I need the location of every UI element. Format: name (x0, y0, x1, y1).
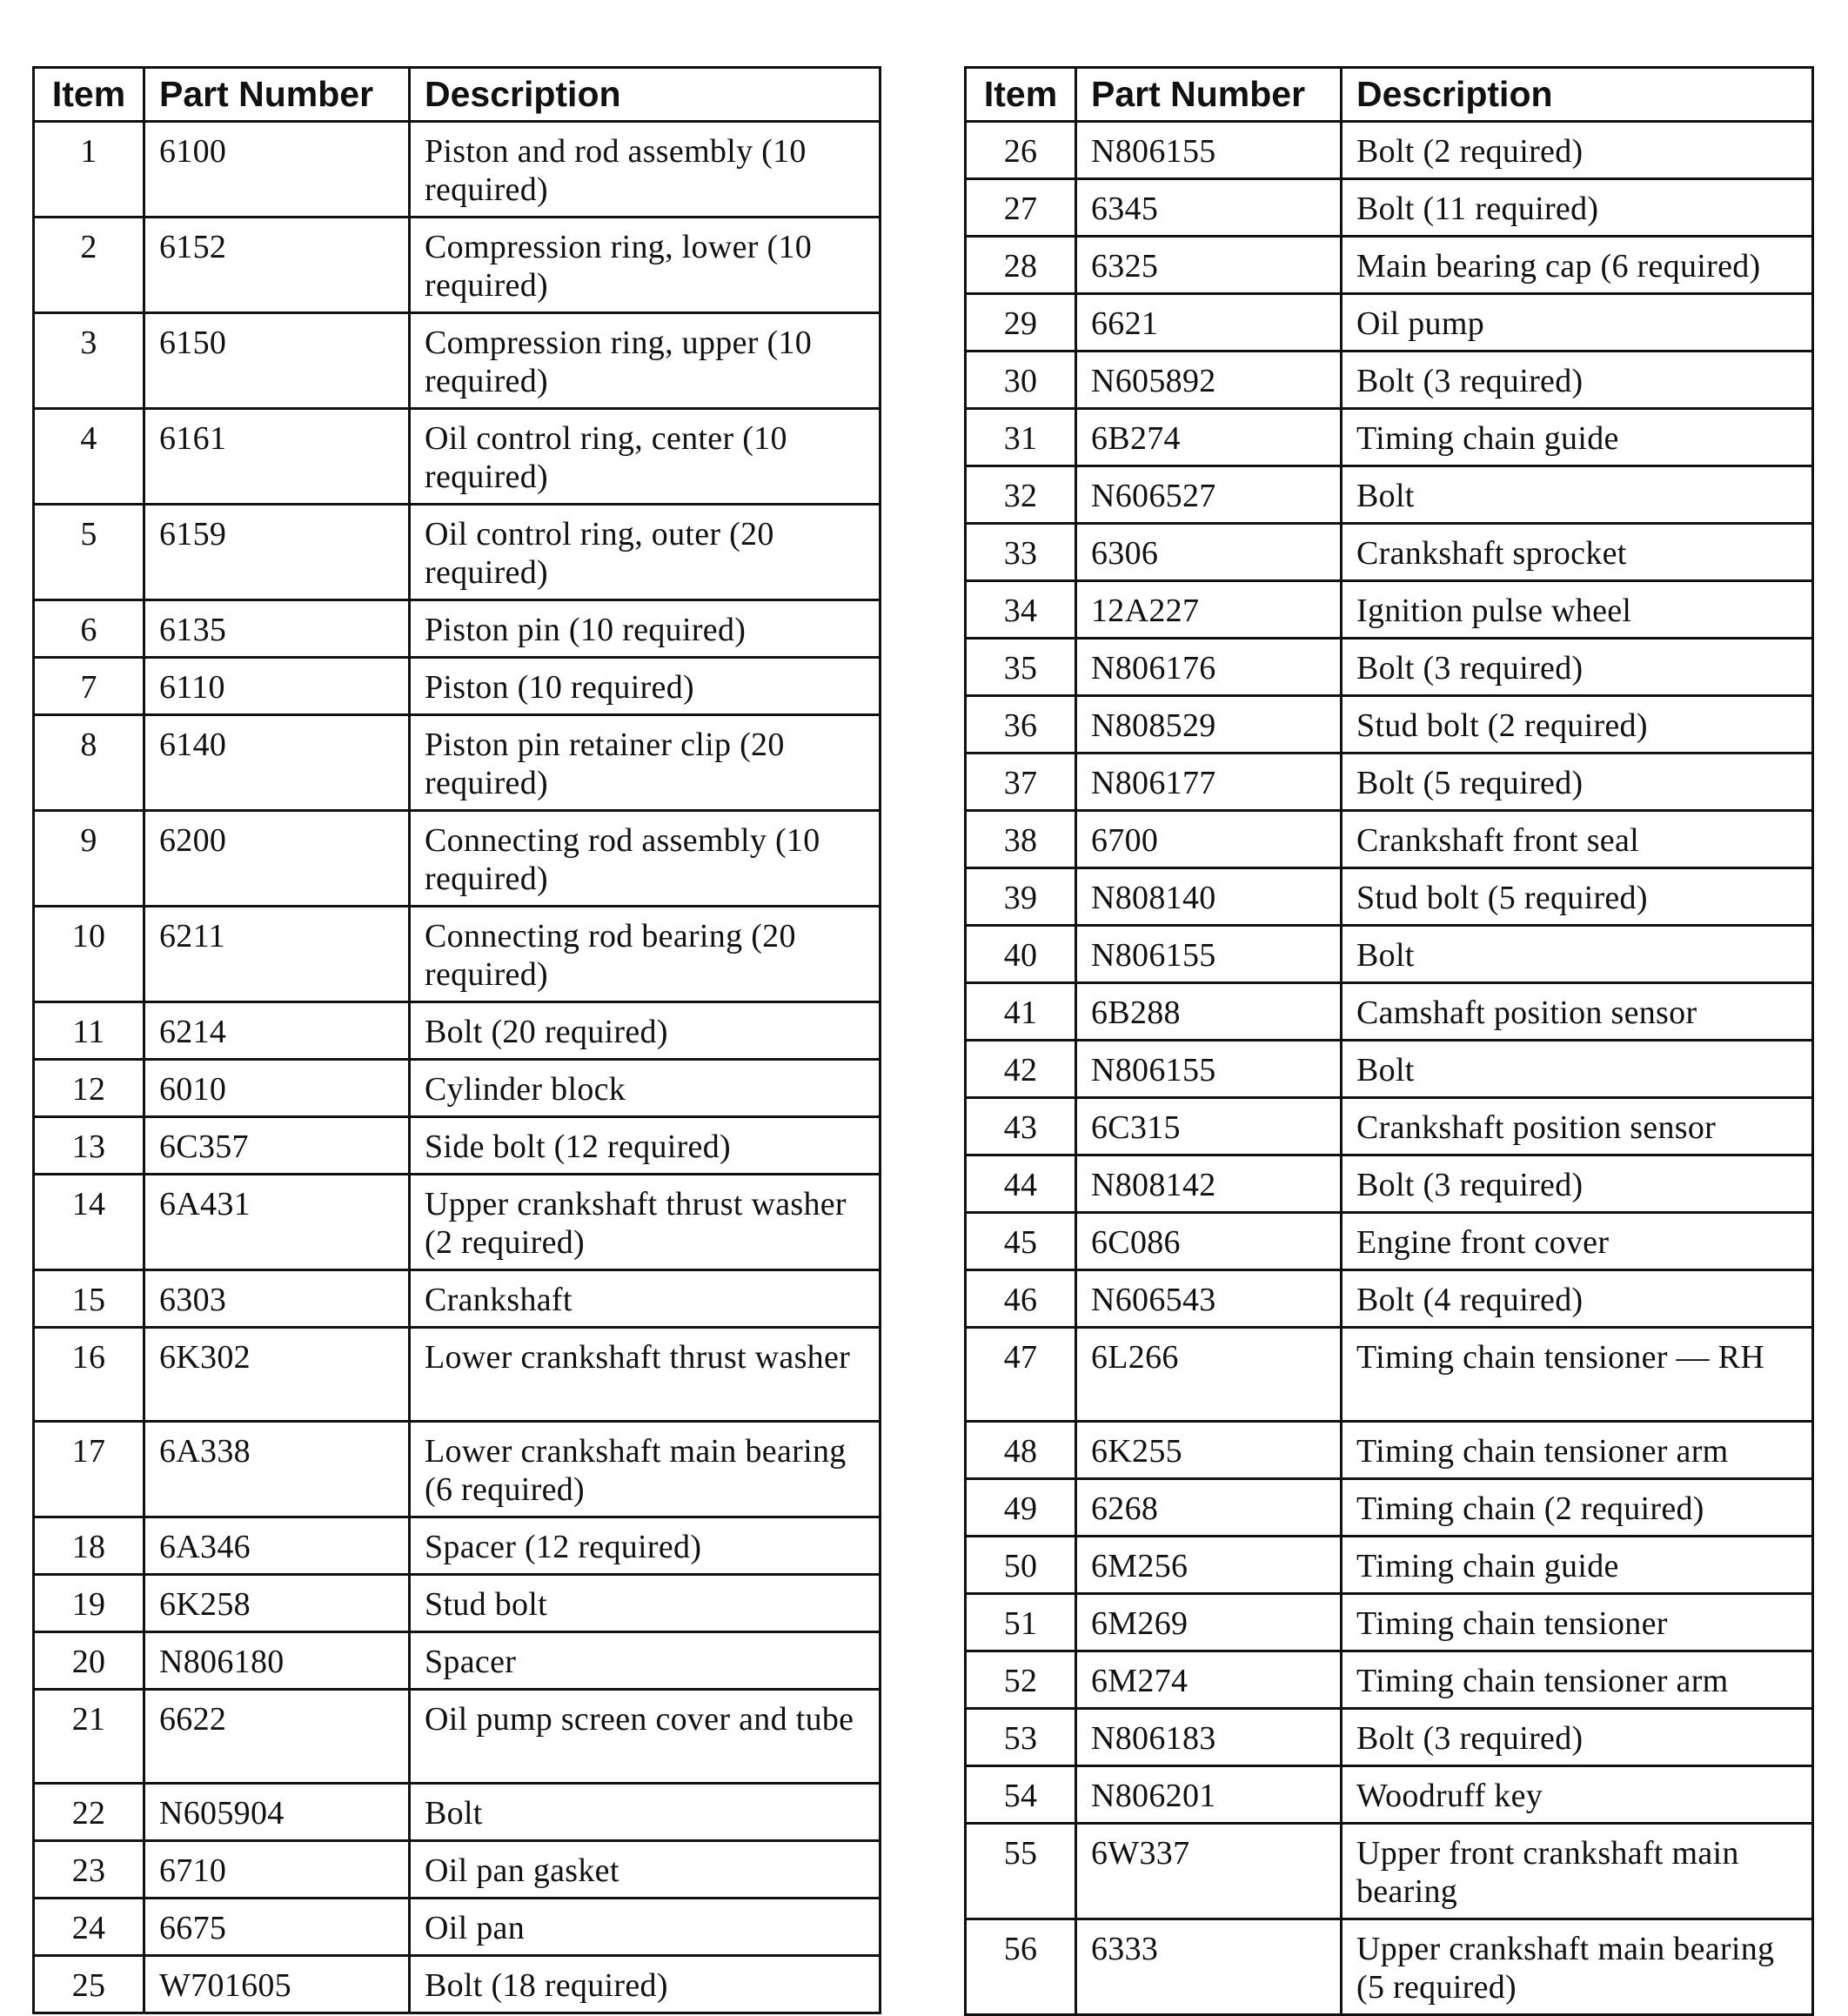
description-cell: Crankshaft (410, 1270, 880, 1328)
item-cell: 4 (34, 409, 144, 505)
part-number-cell: N605904 (144, 1784, 410, 1841)
description-cell: Compression ring, lower (10 required) (410, 218, 880, 313)
description-cell: Connecting rod assembly (10 required) (410, 811, 880, 907)
table-row (966, 639, 1813, 696)
part-number-cell: 6152 (144, 218, 410, 313)
item-cell: 20 (34, 1632, 144, 1690)
description-cell: Side bolt (12 required) (410, 1117, 880, 1175)
description-cell: Piston pin retainer clip (20 required) (410, 715, 880, 811)
header-part-number: Part Number (1076, 68, 1342, 122)
description-cell: Timing chain guide (1342, 1537, 1813, 1594)
header-description: Description (1342, 68, 1813, 122)
table-row (966, 1213, 1813, 1270)
part-number-cell: 6L266 (1076, 1328, 1342, 1422)
item-cell: 26 (966, 122, 1076, 179)
description-cell: Oil pump (1342, 294, 1813, 352)
description-cell: Cylinder block (410, 1060, 880, 1117)
description-cell: Compression ring, upper (10 required) (410, 313, 880, 409)
table-row (966, 294, 1813, 352)
description-cell: Camshaft position sensor (1342, 983, 1813, 1041)
description-cell: Bolt (3 required) (1342, 352, 1813, 409)
description-cell: Piston pin (10 required) (410, 600, 880, 658)
description-cell: Upper crankshaft thrust washer (2 required) (410, 1175, 880, 1270)
item-cell: 37 (966, 753, 1076, 811)
item-cell: 5 (34, 505, 144, 600)
part-number-cell: N806177 (1076, 753, 1342, 811)
item-cell: 10 (34, 907, 144, 1002)
item-cell: 54 (966, 1766, 1076, 1824)
table-row (966, 409, 1813, 466)
description-cell: Bolt (1342, 466, 1813, 524)
description-cell: Oil pan (410, 1899, 880, 1956)
item-cell: 15 (34, 1270, 144, 1328)
part-number-cell: 6161 (144, 409, 410, 505)
table-row (966, 1766, 1813, 1824)
item-cell: 52 (966, 1651, 1076, 1709)
description-cell: Bolt (2 required) (1342, 122, 1813, 179)
table-row (34, 907, 880, 1002)
item-cell: 53 (966, 1709, 1076, 1766)
item-cell: 23 (34, 1841, 144, 1899)
item-cell: 45 (966, 1213, 1076, 1270)
description-cell: Bolt (1342, 1041, 1813, 1098)
item-cell: 56 (966, 1919, 1076, 2015)
item-cell: 31 (966, 409, 1076, 466)
part-number-cell: 6150 (144, 313, 410, 409)
part-number-cell: 6675 (144, 1899, 410, 1956)
table-row (34, 409, 880, 505)
part-number-cell: 6306 (1076, 524, 1342, 581)
item-cell: 22 (34, 1784, 144, 1841)
table-row (34, 715, 880, 811)
item-cell: 9 (34, 811, 144, 907)
description-cell: Bolt (3 required) (1342, 1709, 1813, 1766)
table-row (34, 1002, 880, 1060)
table-row (966, 581, 1813, 639)
description-cell: Timing chain tensioner arm (1342, 1651, 1813, 1709)
table-row (34, 658, 880, 715)
part-number-cell: 6333 (1076, 1919, 1342, 2015)
item-cell: 28 (966, 237, 1076, 294)
table-row (966, 1594, 1813, 1651)
description-cell: Crankshaft front seal (1342, 811, 1813, 868)
part-number-cell: 6B288 (1076, 983, 1342, 1041)
table-row (966, 466, 1813, 524)
description-cell: Connecting rod bearing (20 required) (410, 907, 880, 1002)
item-cell: 1 (34, 122, 144, 218)
item-cell: 32 (966, 466, 1076, 524)
table-row (966, 1537, 1813, 1594)
part-number-cell: 6K255 (1076, 1422, 1342, 1479)
item-cell: 12 (34, 1060, 144, 1117)
description-cell: Oil pump screen cover and tube (410, 1690, 880, 1784)
item-cell: 50 (966, 1537, 1076, 1594)
part-number-cell: N808529 (1076, 696, 1342, 753)
table-row (966, 352, 1813, 409)
item-cell: 30 (966, 352, 1076, 409)
item-cell: 6 (34, 600, 144, 658)
description-cell: Timing chain tensioner — RH (1342, 1328, 1813, 1422)
description-cell: Upper front crankshaft main bearing (1342, 1824, 1813, 1919)
table-row (34, 1784, 880, 1841)
description-cell: Bolt (1342, 926, 1813, 983)
part-number-cell: 6A338 (144, 1422, 410, 1517)
description-cell: Ignition pulse wheel (1342, 581, 1813, 639)
part-number-cell: N806183 (1076, 1709, 1342, 1766)
description-cell: Oil pan gasket (410, 1841, 880, 1899)
item-cell: 16 (34, 1328, 144, 1422)
item-cell: 36 (966, 696, 1076, 753)
part-number-cell: 6M256 (1076, 1537, 1342, 1594)
item-cell: 40 (966, 926, 1076, 983)
table-row (34, 1956, 880, 2013)
table-row (966, 1328, 1813, 1422)
table-row (34, 1270, 880, 1328)
table-row (966, 1709, 1813, 1766)
table-row (966, 868, 1813, 926)
description-cell: Timing chain tensioner arm (1342, 1422, 1813, 1479)
table-row (966, 983, 1813, 1041)
part-number-cell: 6M269 (1076, 1594, 1342, 1651)
description-cell: Main bearing cap (6 required) (1342, 237, 1813, 294)
description-cell: Spacer (12 required) (410, 1517, 880, 1575)
description-cell: Stud bolt (410, 1575, 880, 1632)
header-description: Description (410, 68, 880, 122)
table-row (34, 1841, 880, 1899)
part-number-cell: 6K258 (144, 1575, 410, 1632)
table-row (966, 926, 1813, 983)
part-number-cell: 6159 (144, 505, 410, 600)
part-number-cell: 6140 (144, 715, 410, 811)
table-row (966, 1919, 1813, 2015)
table-row (966, 696, 1813, 753)
description-cell: Timing chain guide (1342, 409, 1813, 466)
item-cell: 7 (34, 658, 144, 715)
part-number-cell: 6135 (144, 600, 410, 658)
table-row (966, 1098, 1813, 1155)
table-row (34, 1060, 880, 1117)
part-number-cell: W701605 (144, 1956, 410, 2013)
item-cell: 51 (966, 1594, 1076, 1651)
table-row (34, 1632, 880, 1690)
table-row (34, 811, 880, 907)
header-part-number: Part Number (144, 68, 410, 122)
part-number-cell: 6325 (1076, 237, 1342, 294)
item-cell: 18 (34, 1517, 144, 1575)
part-number-cell: N806155 (1076, 926, 1342, 983)
item-cell: 3 (34, 313, 144, 409)
description-cell: Timing chain tensioner (1342, 1594, 1813, 1651)
item-cell: 33 (966, 524, 1076, 581)
item-cell: 25 (34, 1956, 144, 2013)
table-row (34, 218, 880, 313)
table-row (966, 1479, 1813, 1537)
item-cell: 19 (34, 1575, 144, 1632)
part-number-cell: N606527 (1076, 466, 1342, 524)
table-row (34, 505, 880, 600)
part-number-cell: 6A346 (144, 1517, 410, 1575)
description-cell: Oil control ring, center (10 required) (410, 409, 880, 505)
part-number-cell: 6621 (1076, 294, 1342, 352)
description-cell: Woodruff key (1342, 1766, 1813, 1824)
parts-table-left (32, 66, 881, 2014)
part-number-cell: 6622 (144, 1690, 410, 1784)
part-number-cell: 6710 (144, 1841, 410, 1899)
table-row (966, 1824, 1813, 1919)
part-number-cell: N806201 (1076, 1766, 1342, 1824)
part-number-cell: N806155 (1076, 122, 1342, 179)
part-number-cell: N605892 (1076, 352, 1342, 409)
header-item: Item (966, 68, 1076, 122)
item-cell: 27 (966, 179, 1076, 237)
item-cell: 35 (966, 639, 1076, 696)
item-cell: 41 (966, 983, 1076, 1041)
description-cell: Bolt (410, 1784, 880, 1841)
table-header-row (34, 68, 880, 122)
table-row (34, 600, 880, 658)
parts-table-right-body (966, 122, 1813, 2015)
table-row (34, 1328, 880, 1422)
item-cell: 43 (966, 1098, 1076, 1155)
part-number-cell: 12A227 (1076, 581, 1342, 639)
part-number-cell: 6214 (144, 1002, 410, 1060)
part-number-cell: 6211 (144, 907, 410, 1002)
table-row (966, 1651, 1813, 1709)
part-number-cell: 6W337 (1076, 1824, 1342, 1919)
description-cell: Spacer (410, 1632, 880, 1690)
part-number-cell: 6700 (1076, 811, 1342, 868)
description-cell: Bolt (3 required) (1342, 639, 1813, 696)
description-cell: Stud bolt (2 required) (1342, 696, 1813, 753)
part-number-cell: 6K302 (144, 1328, 410, 1422)
part-number-cell: N808142 (1076, 1155, 1342, 1213)
item-cell: 44 (966, 1155, 1076, 1213)
part-number-cell: 6100 (144, 122, 410, 218)
item-cell: 17 (34, 1422, 144, 1517)
table-header-row (966, 68, 1813, 122)
description-cell: Timing chain (2 required) (1342, 1479, 1813, 1537)
table-row (966, 753, 1813, 811)
description-cell: Lower crankshaft main bearing (6 required) (410, 1422, 880, 1517)
part-number-cell: N806180 (144, 1632, 410, 1690)
part-number-cell: N806155 (1076, 1041, 1342, 1098)
part-number-cell: 6010 (144, 1060, 410, 1117)
item-cell: 21 (34, 1690, 144, 1784)
item-cell: 2 (34, 218, 144, 313)
item-cell: 55 (966, 1824, 1076, 1919)
table-row (34, 313, 880, 409)
table-row (966, 237, 1813, 294)
description-cell: Oil control ring, outer (20 required) (410, 505, 880, 600)
part-number-cell: 6268 (1076, 1479, 1342, 1537)
table-row (34, 1899, 880, 1956)
table-row (34, 1175, 880, 1270)
item-cell: 11 (34, 1002, 144, 1060)
description-cell: Bolt (11 required) (1342, 179, 1813, 237)
part-number-cell: 6345 (1076, 179, 1342, 237)
table-row (966, 179, 1813, 237)
part-number-cell: 6303 (144, 1270, 410, 1328)
part-number-cell: 6A431 (144, 1175, 410, 1270)
table-row (966, 811, 1813, 868)
item-cell: 49 (966, 1479, 1076, 1537)
part-number-cell: 6C086 (1076, 1213, 1342, 1270)
table-row (966, 1422, 1813, 1479)
item-cell: 38 (966, 811, 1076, 868)
item-cell: 47 (966, 1328, 1076, 1422)
part-number-cell: 6C315 (1076, 1098, 1342, 1155)
description-cell: Bolt (20 required) (410, 1002, 880, 1060)
description-cell: Bolt (18 required) (410, 1956, 880, 2013)
table-row (34, 1517, 880, 1575)
item-cell: 8 (34, 715, 144, 811)
description-cell: Crankshaft sprocket (1342, 524, 1813, 581)
description-cell: Upper crankshaft main bearing (5 required) (1342, 1919, 1813, 2015)
part-number-cell: 6200 (144, 811, 410, 907)
description-cell: Crankshaft position sensor (1342, 1098, 1813, 1155)
part-number-cell: N808140 (1076, 868, 1342, 926)
part-number-cell: 6B274 (1076, 409, 1342, 466)
header-item: Item (34, 68, 144, 122)
description-cell: Lower crankshaft thrust washer (410, 1328, 880, 1422)
part-number-cell: 6M274 (1076, 1651, 1342, 1709)
table-row (34, 1690, 880, 1784)
part-number-cell: 6C357 (144, 1117, 410, 1175)
item-cell: 24 (34, 1899, 144, 1956)
item-cell: 46 (966, 1270, 1076, 1328)
item-cell: 48 (966, 1422, 1076, 1479)
table-row (966, 1270, 1813, 1328)
part-number-cell: 6110 (144, 658, 410, 715)
table-row (34, 1422, 880, 1517)
part-number-cell: N806176 (1076, 639, 1342, 696)
table-row (966, 122, 1813, 179)
item-cell: 39 (966, 868, 1076, 926)
description-cell: Engine front cover (1342, 1213, 1813, 1270)
description-cell: Bolt (5 required) (1342, 753, 1813, 811)
table-row (966, 1155, 1813, 1213)
table-row (966, 524, 1813, 581)
table-row (34, 122, 880, 218)
item-cell: 29 (966, 294, 1076, 352)
description-cell: Piston and rod assembly (10 required) (410, 122, 880, 218)
table-row (34, 1117, 880, 1175)
description-cell: Stud bolt (5 required) (1342, 868, 1813, 926)
table-row (966, 1041, 1813, 1098)
parts-table-right (964, 66, 1814, 2016)
item-cell: 42 (966, 1041, 1076, 1098)
table-row (34, 1575, 880, 1632)
description-cell: Piston (10 required) (410, 658, 880, 715)
item-cell: 34 (966, 581, 1076, 639)
parts-table-left-body (34, 122, 880, 2013)
part-number-cell: N606543 (1076, 1270, 1342, 1328)
item-cell: 14 (34, 1175, 144, 1270)
description-cell: Bolt (4 required) (1342, 1270, 1813, 1328)
item-cell: 13 (34, 1117, 144, 1175)
description-cell: Bolt (3 required) (1342, 1155, 1813, 1213)
